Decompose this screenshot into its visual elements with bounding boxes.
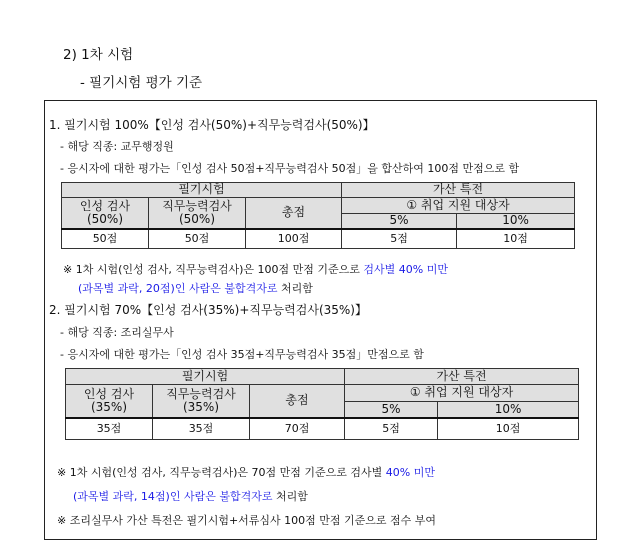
note-highlight: 40% 미만	[385, 466, 435, 479]
table-col-personality	[66, 385, 153, 418]
note-text: 처리함	[272, 490, 308, 503]
table-cell: 50점	[62, 229, 149, 249]
block1-calc-line: - 응시자에 대한 평가는「인성 검사 50점+직무능력검사 50점」을 합산하여 100점 만점으로 함	[60, 162, 520, 175]
col-personality-label: 인성 검사	[79, 198, 131, 213]
block2-score-table	[65, 368, 579, 440]
table-col-ability	[153, 385, 250, 418]
block2-calc-line: - 응시자에 대한 평가는「인성 검사 35점+직무능력검사 35점」만점으로 함	[60, 348, 424, 361]
table-col-bonus-target: ① 취업 지원 대상자	[345, 385, 579, 402]
table-header-written: 필기시험	[62, 183, 342, 198]
table-cell: 35점	[66, 418, 153, 440]
table-header-written: 필기시험	[66, 369, 345, 385]
col-personality-pct: (50%)	[86, 211, 124, 226]
table-col-total: 총점	[250, 385, 345, 418]
table-cell: 70점	[250, 418, 345, 440]
table-col-ability	[149, 198, 246, 229]
table-cell: 5점	[342, 229, 457, 249]
section-title: 2) 1차 시험	[63, 47, 134, 63]
col-ability-pct: (50%)	[178, 211, 216, 226]
block1-heading: 1. 필기시험 100%【인성 검사(50%)+직무능력검사(50%)】	[49, 118, 375, 132]
block2-note-line2	[73, 488, 308, 504]
section-subtitle: - 필기시험 평가 기준	[80, 75, 203, 91]
table-header-bonus: 가산 특전	[345, 369, 579, 385]
table-cell: 100점	[246, 229, 342, 249]
note-text: 처리함	[277, 282, 313, 295]
note-highlight: (과목별 과락, 20점)인 사람은 불합격자로	[78, 282, 278, 295]
table-cell: 10점	[438, 418, 579, 440]
table-col-total: 총점	[246, 198, 342, 229]
table-cell: 5점	[345, 418, 438, 440]
table-row	[62, 229, 575, 249]
col-ability-pct: (35%)	[182, 399, 220, 414]
col-personality-pct: (35%)	[90, 399, 128, 414]
note-highlight: (과목별 과락, 14점)인 사람은 불합격자로	[73, 490, 273, 503]
block2-note-line1	[57, 464, 435, 480]
table-col-bonus-10: 10%	[457, 214, 575, 229]
table-row	[66, 418, 579, 440]
col-ability-label: 직무능력검사	[166, 386, 236, 401]
note-highlight: 검사별 40% 미만	[363, 263, 448, 276]
block1-job-line: - 해당 직종: 교무행정원	[60, 140, 174, 153]
table-col-bonus-target: ① 취업 지원 대상자	[342, 198, 575, 214]
table-col-bonus-5: 5%	[345, 402, 438, 418]
table-col-bonus-10: 10%	[438, 402, 579, 418]
block2-heading: 2. 필기시험 70%【인성 검사(35%)+직무능력검사(35%)】	[49, 303, 367, 317]
table-col-bonus-5: 5%	[342, 214, 457, 229]
block1-score-table	[61, 182, 575, 249]
block1-note-line1	[63, 261, 448, 277]
table-header-bonus: 가산 특전	[342, 183, 575, 198]
note-text: ※ 1차 시험(인성 검사, 직무능력검사)은 100점 만점 기준으로	[63, 263, 364, 276]
table-cell: 10점	[457, 229, 575, 249]
col-ability-label: 직무능력검사	[162, 198, 232, 213]
block1-note-line2	[78, 280, 313, 296]
table-cell: 35점	[153, 418, 250, 440]
table-cell: 50점	[149, 229, 246, 249]
block2-job-line: - 해당 직종: 조리실무사	[60, 326, 174, 339]
col-personality-label: 인성 검사	[83, 386, 135, 401]
block2-final-note: ※ 조리실무사 가산 특전은 필기시험+서류심사 100점 만점 기준으로 점수 부여	[57, 514, 437, 527]
note-text: ※ 1차 시험(인성 검사, 직무능력검사)은 70점 만점 기준으로 검사별	[57, 466, 386, 479]
table-col-personality	[62, 198, 149, 229]
